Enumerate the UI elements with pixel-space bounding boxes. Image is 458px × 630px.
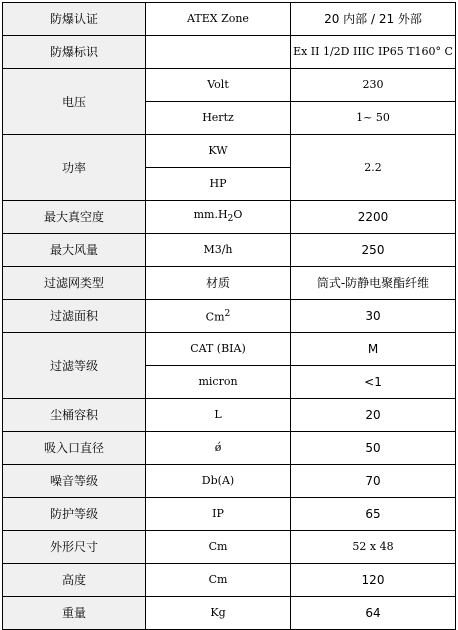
value-cell: 50 bbox=[291, 432, 456, 465]
param-cell: Cm bbox=[146, 564, 291, 597]
param-cell: KW bbox=[146, 135, 291, 168]
row-label: 功率 bbox=[3, 135, 146, 201]
param-cell: Volt bbox=[146, 69, 291, 102]
table-row bbox=[3, 36, 456, 69]
value-cell: <1 bbox=[291, 366, 456, 399]
row-label: 过滤网类型 bbox=[3, 267, 146, 300]
row-label: 噪音等级 bbox=[3, 465, 146, 498]
value-cell: 20 内部 / 21 外部 bbox=[291, 3, 456, 36]
value-cell: 250 bbox=[291, 234, 456, 267]
param-cell: IP bbox=[146, 498, 291, 531]
value-cell: 20 bbox=[291, 399, 456, 432]
value-cell: 筒式-防静电聚酯纤维 bbox=[291, 267, 456, 300]
value-cell: Ex II 1/2D IIIC IP65 T160° C bbox=[291, 36, 456, 69]
value-cell: 120 bbox=[291, 564, 456, 597]
table-row bbox=[3, 399, 456, 432]
value-cell: 1~ 50 bbox=[291, 102, 456, 135]
param-cell bbox=[146, 201, 291, 234]
row-label: 电压 bbox=[3, 69, 146, 135]
param-cell: M3/h bbox=[146, 234, 291, 267]
table-row bbox=[3, 135, 456, 168]
table-row bbox=[3, 300, 456, 333]
table-row bbox=[3, 465, 456, 498]
row-label: 尘桶容积 bbox=[3, 399, 146, 432]
param-cell: HP bbox=[146, 168, 291, 201]
value-cell: M bbox=[291, 333, 456, 366]
table-row bbox=[3, 69, 456, 102]
param-cell: ǿ bbox=[146, 432, 291, 465]
table-row bbox=[3, 597, 456, 630]
row-label: 防爆认证 bbox=[3, 3, 146, 36]
row-label: 过滤面积 bbox=[3, 300, 146, 333]
param-cell: ATEX Zone bbox=[146, 3, 291, 36]
param-base: Cm bbox=[205, 310, 225, 324]
value-cell: 2.2 bbox=[291, 135, 456, 201]
param-cell: 材质 bbox=[146, 267, 291, 300]
row-label: 吸入口直径 bbox=[3, 432, 146, 465]
table-row bbox=[3, 234, 456, 267]
value-cell: 70 bbox=[291, 465, 456, 498]
param-prefix: mm.H bbox=[193, 207, 228, 221]
param-suffix: O bbox=[233, 207, 243, 221]
param-superscript: 2 bbox=[224, 308, 231, 320]
row-label: 防爆标识 bbox=[3, 36, 146, 69]
row-label: 最大风量 bbox=[3, 234, 146, 267]
table-row bbox=[3, 201, 456, 234]
table-row bbox=[3, 498, 456, 531]
table-row bbox=[3, 267, 456, 300]
param-cell: L bbox=[146, 399, 291, 432]
row-label: 最大真空度 bbox=[3, 201, 146, 234]
param-cell: CAT (BIA) bbox=[146, 333, 291, 366]
table-row bbox=[3, 564, 456, 597]
param-cell: Db(A) bbox=[146, 465, 291, 498]
value-cell: 65 bbox=[291, 498, 456, 531]
value-cell: 52 x 48 bbox=[291, 531, 456, 564]
table-row bbox=[3, 531, 456, 564]
table-row bbox=[3, 333, 456, 366]
row-label: 高度 bbox=[3, 564, 146, 597]
param-cell: Kg bbox=[146, 597, 291, 630]
spec-table bbox=[2, 2, 456, 630]
param-cell: Hertz bbox=[146, 102, 291, 135]
table-row bbox=[3, 3, 456, 36]
row-label: 过滤等级 bbox=[3, 333, 146, 399]
param-cell: Cm bbox=[146, 531, 291, 564]
value-cell: 30 bbox=[291, 300, 456, 333]
row-label: 外形尺寸 bbox=[3, 531, 146, 564]
row-label: 防护等级 bbox=[3, 498, 146, 531]
value-cell: 230 bbox=[291, 69, 456, 102]
param-cell bbox=[146, 300, 291, 333]
row-label: 重量 bbox=[3, 597, 146, 630]
param-cell bbox=[146, 36, 291, 69]
value-cell: 64 bbox=[291, 597, 456, 630]
param-cell: micron bbox=[146, 366, 291, 399]
param-subscript: 2 bbox=[227, 213, 234, 225]
value-cell: 2200 bbox=[291, 201, 456, 234]
table-row bbox=[3, 432, 456, 465]
